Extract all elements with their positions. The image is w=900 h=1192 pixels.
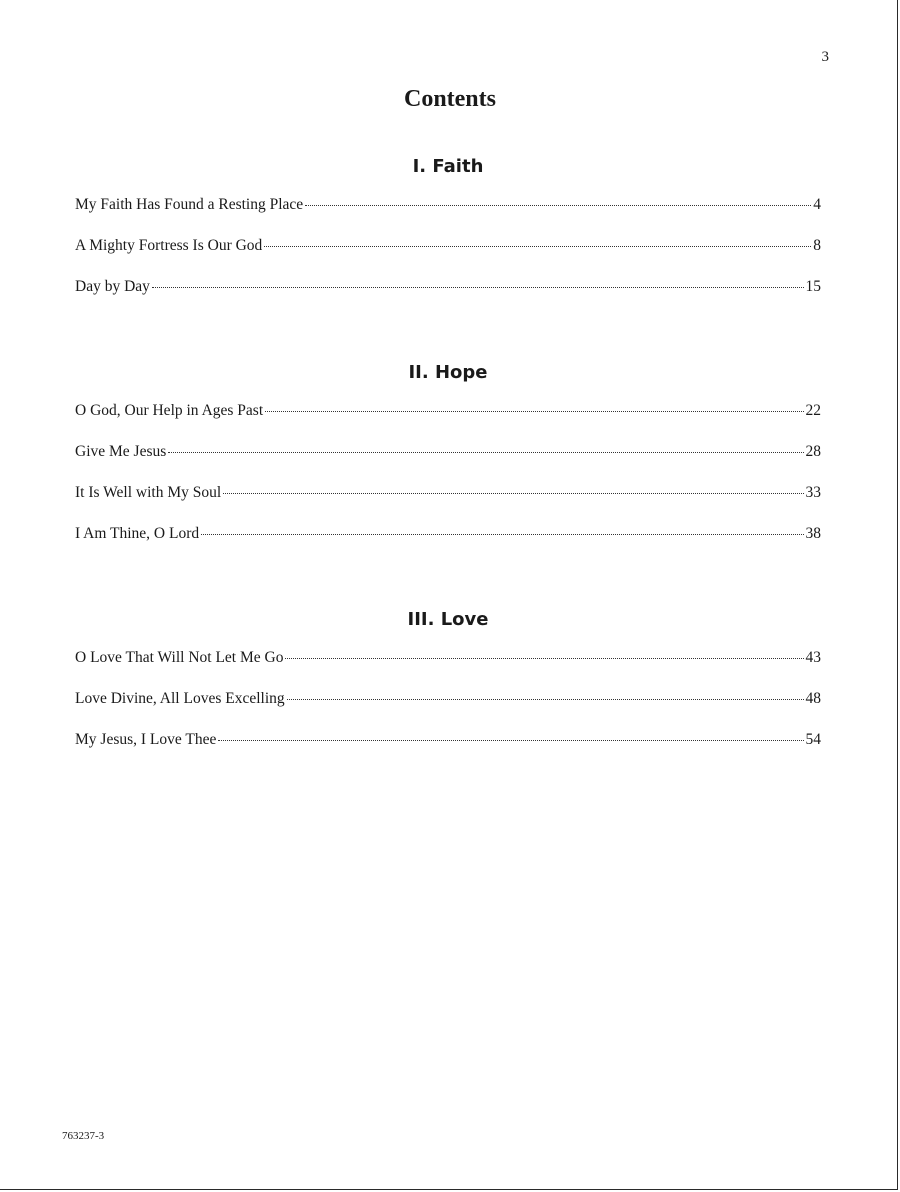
page-number: 3 bbox=[821, 49, 829, 65]
toc-entry[interactable] bbox=[75, 402, 821, 443]
section-heading: III. Love bbox=[407, 609, 489, 630]
section-hope bbox=[75, 360, 821, 566]
dot-leader bbox=[305, 205, 811, 206]
dot-leader bbox=[152, 287, 804, 288]
toc-entry[interactable] bbox=[75, 237, 821, 278]
entry-page-number: 15 bbox=[805, 278, 821, 295]
toc-entry[interactable] bbox=[75, 484, 821, 525]
dot-leader bbox=[285, 658, 803, 659]
toc-entry[interactable] bbox=[75, 690, 821, 731]
dot-leader bbox=[223, 493, 803, 494]
dot-leader bbox=[265, 411, 803, 412]
entry-title: Give Me Jesus bbox=[75, 443, 167, 460]
section-heading: I. Faith bbox=[412, 156, 484, 177]
dot-leader bbox=[168, 452, 803, 453]
section-love bbox=[75, 607, 821, 772]
entry-page-number: 22 bbox=[805, 402, 821, 419]
entry-title: It Is Well with My Soul bbox=[75, 484, 222, 501]
toc-entry[interactable] bbox=[75, 649, 821, 690]
catalog-number: 763237-3 bbox=[62, 1130, 105, 1142]
toc-entry[interactable] bbox=[75, 443, 821, 484]
entry-title: A Mighty Fortress Is Our God bbox=[75, 237, 263, 254]
entry-title: Day by Day bbox=[75, 278, 150, 295]
section-heading: II. Hope bbox=[408, 362, 488, 383]
entry-page-number: 54 bbox=[805, 731, 821, 748]
entry-title: O God, Our Help in Ages Past bbox=[75, 402, 264, 419]
entry-title: My Jesus, I Love Thee bbox=[75, 731, 217, 748]
entry-title: My Faith Has Found a Resting Place bbox=[75, 196, 304, 213]
page-title: Contents bbox=[403, 86, 496, 112]
entry-page-number: 4 bbox=[813, 196, 821, 213]
dot-leader bbox=[218, 740, 803, 741]
dot-leader bbox=[264, 246, 811, 247]
entry-page-number: 33 bbox=[805, 484, 821, 501]
toc-entry[interactable] bbox=[75, 731, 821, 772]
entry-title: O Love That Will Not Let Me Go bbox=[75, 649, 284, 666]
section-faith bbox=[75, 154, 821, 319]
toc-entry[interactable] bbox=[75, 196, 821, 237]
entry-title: Love Divine, All Loves Excelling bbox=[75, 690, 285, 707]
entry-title: I Am Thine, O Lord bbox=[75, 525, 200, 542]
entry-page-number: 43 bbox=[805, 649, 821, 666]
toc-entry[interactable] bbox=[75, 525, 821, 566]
entry-page-number: 8 bbox=[813, 237, 821, 254]
entry-page-number: 38 bbox=[805, 525, 821, 542]
entry-page-number: 28 bbox=[805, 443, 821, 460]
toc-entry[interactable] bbox=[75, 278, 821, 319]
dot-leader bbox=[287, 699, 804, 700]
entry-page-number: 48 bbox=[805, 690, 821, 707]
dot-leader bbox=[201, 534, 803, 535]
